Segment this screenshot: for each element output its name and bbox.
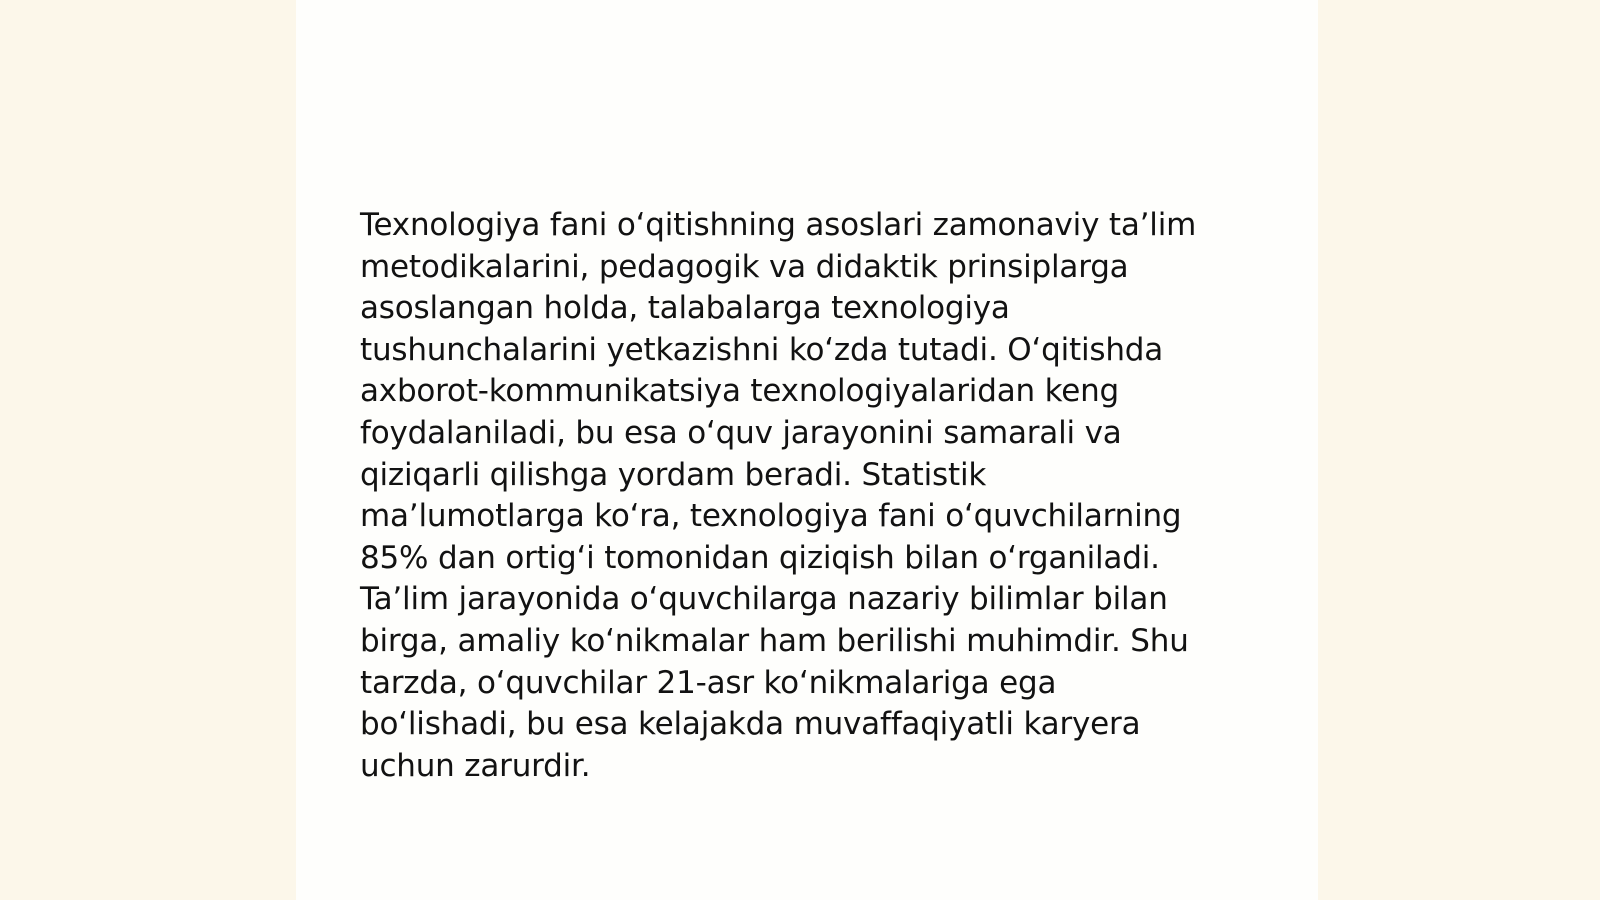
paragraph-line: Ta’lim jarayonida o‘quvchilarga nazariy bilimlar bilan (360, 581, 1168, 618)
paragraph-line: Texnologiya fani o‘qitishning asoslari zamonaviy ta’lim (360, 207, 1197, 243)
slide-page (296, 0, 1318, 900)
paragraph-line: ma’lumotlarga ko‘ra, texnologiya fani o‘quvchilarning (360, 498, 1182, 535)
slide-body-paragraph (360, 205, 1260, 787)
paragraph-line: asoslangan holda, talabalarga texnologiya (360, 290, 1010, 327)
paragraph-line: qiziqarli qilishga yordam beradi. Statistik (360, 456, 987, 493)
paragraph-line: uchun zarurdir. (360, 747, 591, 784)
paragraph-line: foydalaniladi, bu esa o‘quv jarayonini samarali va (360, 414, 1122, 451)
paragraph-line: 85% dan ortig‘i tomonidan qiziqish bilan o‘rganiladi. (360, 539, 1160, 576)
paragraph-line: axborot-kommunikatsiya texnologiyalaridan keng (360, 373, 1120, 410)
paragraph-line: metodikalarini, pedagogik va didaktik prinsiplarga (360, 248, 1129, 285)
paragraph-line: tarzda, o‘quvchilar 21-asr ko‘nikmalariga ega (360, 664, 1057, 701)
paragraph-line: birga, amaliy ko‘nikmalar ham berilishi muhimdir. Shu (360, 622, 1189, 659)
paragraph-line: tushunchalarini yetkazishni ko‘zda tutadi. O‘qitishda (360, 331, 1164, 368)
paragraph-line: bo‘lishadi, bu esa kelajakda muvaffaqiyatli karyera (360, 706, 1141, 743)
